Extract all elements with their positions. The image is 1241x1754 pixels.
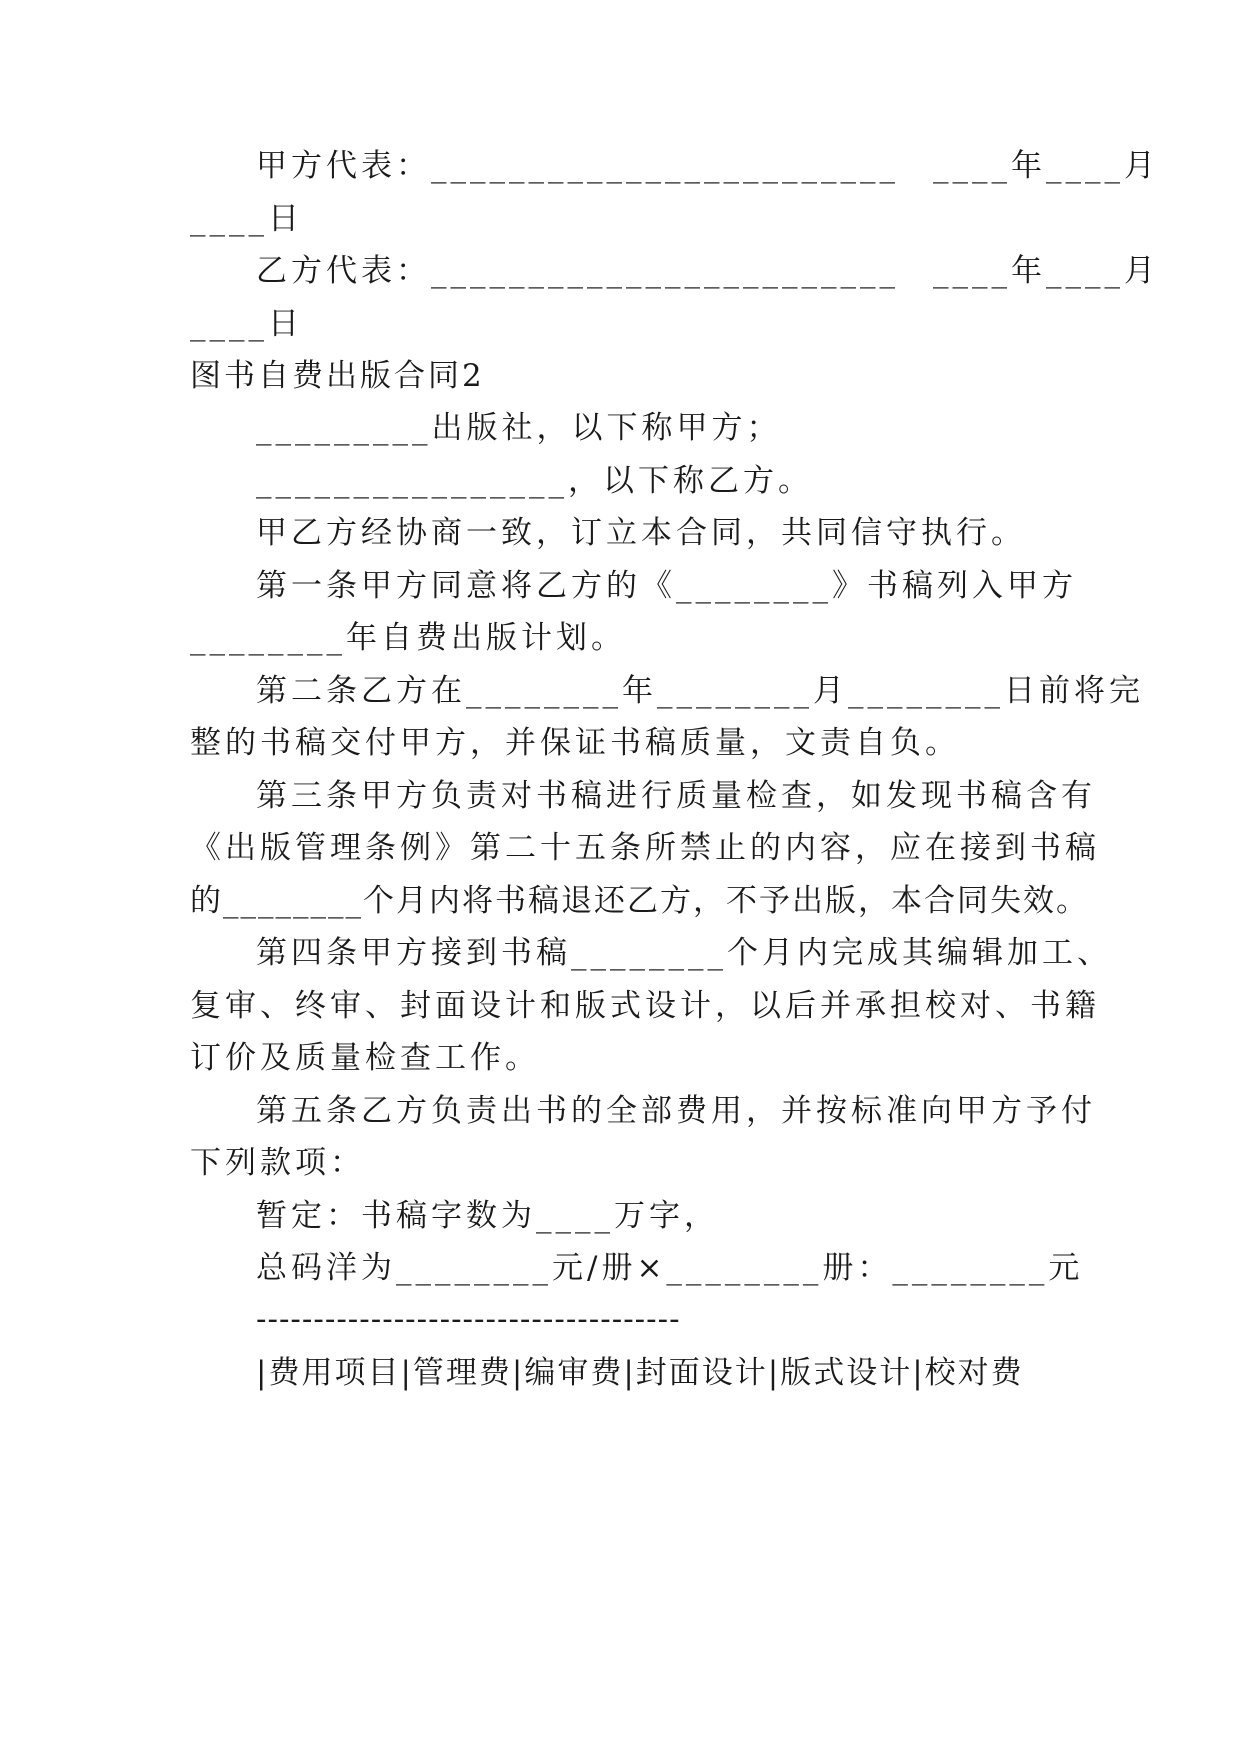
total-price-line: 总码洋为________元/册×________册：________元 xyxy=(256,1250,1084,1286)
party-a-day: ____日 xyxy=(190,201,303,237)
article-4-line: 订价及质量检查工作。 xyxy=(190,1040,540,1076)
article-2-line: 第二条乙方在________年________月________日前将完 xyxy=(256,673,1144,709)
article-4-line: 第四条甲方接到书稿________个月内完成其编辑加工、 xyxy=(256,935,1112,971)
party-b-day: ____日 xyxy=(190,306,303,342)
table-border-line: ------------------------------------- xyxy=(256,1301,681,1337)
party-a-date: ____年____月 xyxy=(933,148,1159,184)
article-1-line: ________年自费出版计划。 xyxy=(190,620,626,656)
party-b-date: ____年____月 xyxy=(933,253,1159,289)
party-b-representative: 乙方代表：________________________ xyxy=(256,253,899,289)
article-4-line: 复审、终审、封面设计和版式设计，以后并承担校对、书籍 xyxy=(190,988,1100,1024)
word-count-line: 暂定：书稿字数为____万字， xyxy=(256,1198,719,1234)
party-a-signature-line xyxy=(256,137,1159,195)
article-3-line: 的________个月内将书稿退还乙方，不予出版，本合同失效。 xyxy=(190,883,1089,919)
contract-line: 甲乙方经协商一致，订立本合同，共同信守执行。 xyxy=(256,515,1026,551)
article-3-line: 第三条甲方负责对书稿进行质量检查，如发现书稿含有 xyxy=(256,778,1096,814)
article-1-line: 第一条甲方同意将乙方的《________》书稿列入甲方 xyxy=(256,568,1077,604)
party-b-signature-line xyxy=(256,242,1159,300)
party-a-representative: 甲方代表：________________________ xyxy=(256,148,899,184)
contract-line: ________________，以下称乙方。 xyxy=(256,463,813,499)
contract-line: _________出版社，以下称甲方； xyxy=(256,410,782,446)
article-5-line: 第五条乙方负责出书的全部费用，并按标准向甲方予付 xyxy=(256,1093,1096,1129)
fee-table-header: |费用项目|管理费|编审费|封面设计|版式设计|校对费 xyxy=(256,1355,1024,1391)
article-2-line: 整的书稿交付甲方，并保证书稿质量，文责自负。 xyxy=(190,725,960,761)
article-5-line: 下列款项： xyxy=(190,1145,365,1181)
article-3-line: 《出版管理条例》第二十五条所禁止的内容，应在接到书稿 xyxy=(190,830,1100,866)
contract-title: 图书自费出版合同2 xyxy=(190,358,485,394)
